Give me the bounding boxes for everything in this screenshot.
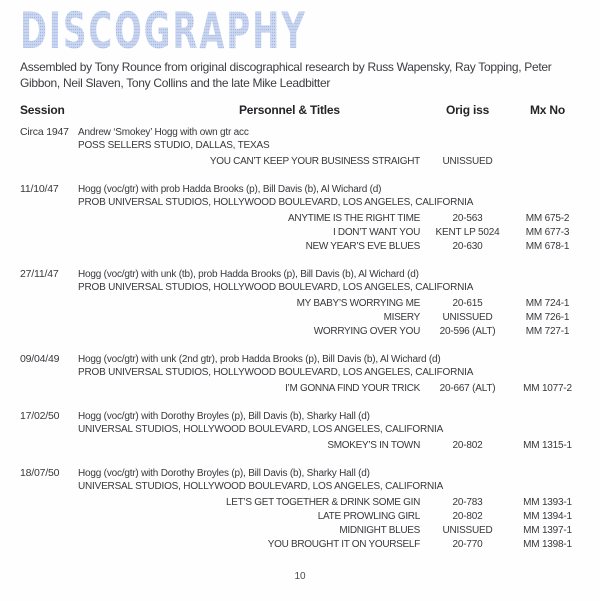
track-mx-no: MM 675-2: [525, 213, 570, 224]
track-mx-no: MM 677-3: [525, 227, 570, 238]
track-orig-iss: 20-770: [452, 539, 483, 550]
track-orig-iss: 20-630: [452, 241, 483, 252]
page-title: DISCOGRAPHY: [20, 2, 307, 60]
session-date: 17/02/50: [20, 410, 60, 422]
track-mx-no: MM 1315-1: [523, 440, 572, 451]
track-mx-no: [515, 155, 580, 169]
session-location: PROB UNIVERSAL STUDIOS, HOLLYWOOD BOULEVARD, LOS ANGELES, CALIFORNIA: [78, 282, 474, 293]
table-header-row: [20, 104, 580, 117]
session-personnel: Andrew ‘Smokey’ Hogg with own gtr acc: [78, 127, 249, 138]
track-orig-iss: 20-563: [452, 213, 483, 224]
column-header-orig-iss: Orig iss: [445, 103, 490, 117]
track-row: [20, 155, 580, 169]
track-orig-iss: 20-802: [452, 511, 483, 522]
session-info: [78, 268, 580, 294]
session-info: [78, 410, 580, 436]
track-mx-no: MM 1077-2: [523, 383, 572, 394]
track-row: [20, 510, 580, 524]
session-head: [20, 410, 580, 436]
track-mx-no: MM 726-1: [525, 312, 570, 323]
session-location: PROB UNIVERSAL STUDIOS, HOLLYWOOD BOULEVARD, LOS ANGELES, CALIFORNIA: [78, 197, 474, 208]
session-location: POSS SELLERS STUDIO, DALLAS, TEXAS: [78, 140, 270, 151]
session-date: 18/07/50: [20, 467, 60, 479]
track-row: [20, 325, 580, 339]
track-title: I DON’T WANT YOU: [332, 227, 420, 238]
track-row: [20, 439, 580, 453]
track-title: SMOKEY’S IN TOWN: [327, 440, 420, 451]
track-title: LATE PROWLING GIRL: [317, 511, 420, 522]
track-list: [20, 382, 580, 396]
session-block: [20, 183, 580, 254]
track-title: YOU CAN’T KEEP YOUR BUSINESS STRAIGHT: [209, 156, 420, 167]
track-row: [20, 240, 580, 254]
track-title: MIDNIGHT BLUES: [339, 525, 420, 536]
session-head: [20, 467, 580, 493]
session-date: Circa 1947: [20, 126, 69, 138]
session-info: [78, 126, 580, 152]
session-list: [20, 126, 580, 552]
track-title: YOU BROUGHT IT ON YOURSELF: [267, 539, 420, 550]
session-location: UNIVERSAL STUDIOS, HOLLYWOOD BOULEVARD, LOS ANGELES, CALIFORNIA: [78, 481, 444, 492]
track-mx-no: MM 727-1: [525, 326, 570, 337]
session-block: [20, 467, 580, 552]
track-title: WORRYING OVER YOU: [313, 326, 420, 337]
track-row: [20, 212, 580, 226]
session-location: UNIVERSAL STUDIOS, HOLLYWOOD BOULEVARD, LOS ANGELES, CALIFORNIA: [78, 424, 444, 435]
session-head: [20, 268, 580, 294]
track-list: [20, 155, 580, 169]
track-row: [20, 496, 580, 510]
session-info: [78, 183, 580, 209]
track-mx-no: MM 724-1: [525, 298, 570, 309]
session-date: 09/04/49: [20, 353, 60, 365]
track-mx-no: MM 1394-1: [523, 511, 572, 522]
track-orig-iss: 20-783: [452, 497, 483, 508]
track-title: NEW YEAR’S EVE BLUES: [305, 241, 420, 252]
session-info: [78, 353, 580, 379]
track-list: [20, 496, 580, 552]
session-personnel: Hogg (voc/gtr) with unk (tb), prob Hadda Brooks (p), Bill Davis (b), Al Wichard (d): [78, 269, 419, 280]
intro-line-2: Gibbon, Neil Slaven, Tony Collins and the late Mike Leadbitter: [20, 76, 331, 90]
track-title: LET’S GET TOGETHER & DRINK SOME GIN: [226, 497, 420, 508]
track-row: [20, 311, 580, 325]
track-title: I’M GONNA FIND YOUR TRICK: [285, 383, 420, 394]
track-orig-iss: 20-667 (ALT): [439, 383, 496, 394]
track-title: MISERY: [383, 312, 420, 323]
session-info: [78, 467, 580, 493]
session-personnel: Hogg (voc/gtr) with Dorothy Broyles (p), Bill Davis (b), Sharky Hall (d): [78, 468, 370, 479]
session-head: [20, 183, 580, 209]
track-row: [20, 297, 580, 311]
session-head: [20, 353, 580, 379]
session-block: [20, 410, 580, 453]
track-title: MY BABY’S WORRYING ME: [296, 298, 420, 309]
track-orig-iss: UNISSUED: [442, 525, 493, 536]
track-orig-iss: UNISSUED: [442, 156, 493, 167]
session-personnel: Hogg (voc/gtr) with Dorothy Broyles (p), Bill Davis (b), Sharky Hall (d): [78, 411, 370, 422]
track-mx-no: MM 1393-1: [523, 497, 572, 508]
track-row: [20, 382, 580, 396]
track-orig-iss: UNISSUED: [442, 312, 493, 323]
intro-paragraph: [20, 59, 580, 91]
track-row: [20, 524, 580, 538]
column-header-personnel-titles: Personnel & Titles: [239, 103, 340, 117]
column-header-session: Session: [20, 103, 65, 117]
session-block: [20, 126, 580, 169]
session-date: 11/10/47: [20, 183, 59, 195]
track-row: [20, 226, 580, 240]
session-block: [20, 353, 580, 396]
track-list: [20, 297, 580, 339]
track-orig-iss: 20-802: [452, 440, 483, 451]
track-mx-no: MM 1398-1: [523, 539, 572, 550]
track-orig-iss: 20-596 (ALT): [439, 326, 496, 337]
session-date: 27/11/47: [20, 268, 59, 280]
page-number: 10: [294, 571, 306, 582]
track-orig-iss: 20-615: [452, 298, 483, 309]
track-mx-no: MM 1397-1: [523, 525, 572, 536]
session-personnel: Hogg (voc/gtr) with prob Hadda Brooks (p), Bill Davis (b), Al Wichard (d): [78, 184, 382, 195]
track-list: [20, 212, 580, 254]
session-location: PROB UNIVERSAL STUDIOS, HOLLYWOOD BOULEVARD, LOS ANGELES, CALIFORNIA: [78, 367, 474, 378]
track-list: [20, 439, 580, 453]
intro-line-1: Assembled by Tony Rounce from original discographical research by Russ Wapensky, Ray Topping, Peter: [20, 60, 552, 74]
track-title: ANYTIME IS THE RIGHT TIME: [288, 213, 420, 224]
session-personnel: Hogg (voc/gtr) with unk (2nd gtr), prob Hadda Brooks (p), Bill Davis (b), Al Wichard (d): [78, 354, 441, 365]
track-row: [20, 538, 580, 552]
track-mx-no: MM 678-1: [525, 241, 570, 252]
session-head: [20, 126, 580, 152]
column-header-mx-no: Mx No: [529, 103, 565, 117]
track-orig-iss: KENT LP 5024: [435, 227, 500, 238]
session-block: [20, 268, 580, 339]
